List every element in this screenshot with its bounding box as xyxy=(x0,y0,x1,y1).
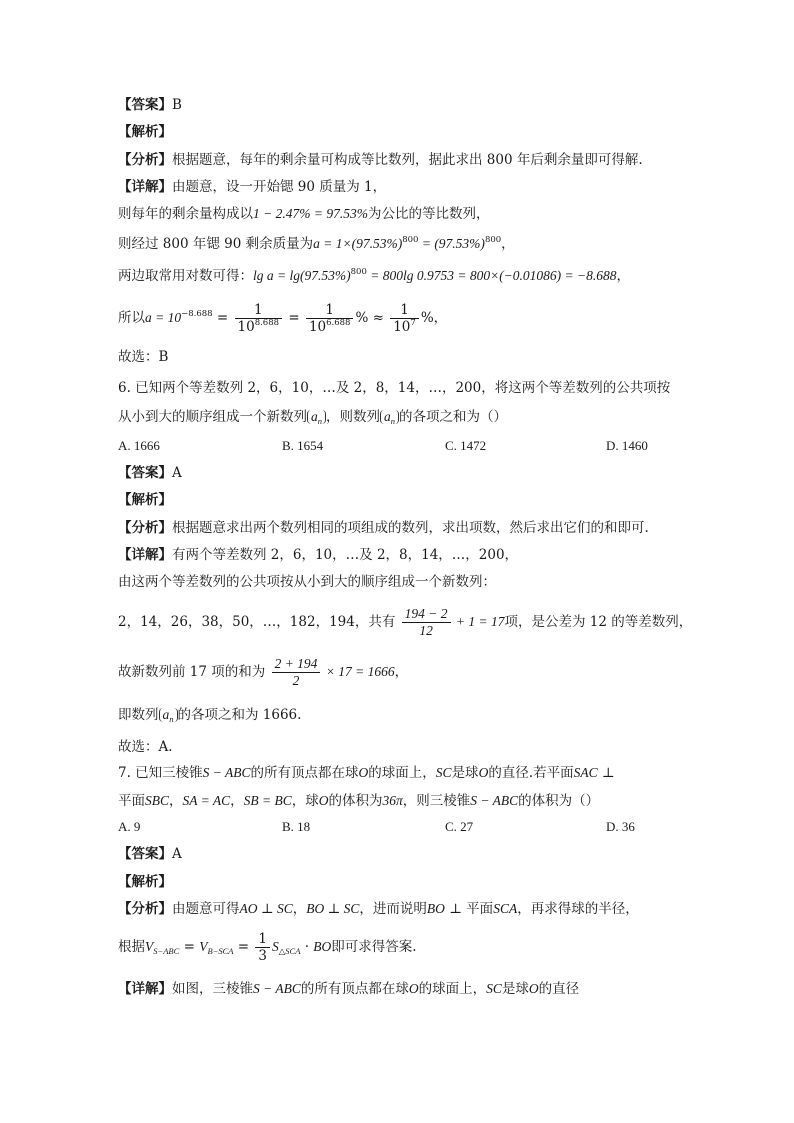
numerator: 2 + 194 xyxy=(274,656,318,671)
math: BO ⊥ SC xyxy=(306,901,360,916)
answer-value: A xyxy=(172,846,182,862)
denominator xyxy=(390,318,419,335)
q5-xiangjie-line xyxy=(118,177,386,197)
den-base: 10 xyxy=(308,319,327,335)
numerator: 1 xyxy=(325,302,334,318)
math: O xyxy=(318,793,329,808)
fenxi-label: 【分析】 xyxy=(118,901,172,917)
math-var: V xyxy=(199,939,208,954)
text: %， xyxy=(420,310,448,326)
math-var: a xyxy=(145,310,152,325)
fraction xyxy=(255,931,270,964)
q6-option-d: D. 1460 xyxy=(606,438,648,453)
text: 的各项之和为 1666. xyxy=(177,707,302,723)
text: 的球面上， xyxy=(368,765,436,781)
sequence-an xyxy=(159,708,178,722)
text: 的球面上， xyxy=(418,981,487,997)
fraction xyxy=(306,302,354,335)
exponent: 800 xyxy=(484,235,502,245)
math: O xyxy=(478,765,489,780)
den-base: 10 xyxy=(393,319,411,335)
xiangjie-label: 【详解】 xyxy=(118,547,172,563)
text: 为公比的等比数列， xyxy=(367,206,490,222)
math-var: V xyxy=(145,939,154,954)
q6-xiangjie-line xyxy=(118,545,518,565)
denominator: 12 xyxy=(402,622,451,639)
denominator xyxy=(306,318,354,335)
answer-label: 【答案】 xyxy=(118,846,172,862)
answer-value: A xyxy=(172,465,182,481)
q6-choice: 故选：A. xyxy=(118,739,173,755)
q7-stem-line1 xyxy=(118,763,615,783)
numerator: 1 xyxy=(253,302,263,318)
math: SC xyxy=(486,981,502,996)
fraction xyxy=(235,302,283,335)
text: ⊥ xyxy=(597,765,615,781)
text: 所以 xyxy=(118,310,145,326)
q6-stem-line2 xyxy=(118,407,507,427)
q5-log-line xyxy=(118,266,630,286)
math: = lg(97.53%) xyxy=(273,268,351,283)
math-var: a xyxy=(384,409,391,424)
subscript: n xyxy=(317,416,322,426)
math: S − ABC xyxy=(202,765,251,780)
text: 的体积为 xyxy=(328,793,383,809)
math: = xyxy=(233,939,254,955)
math: SCA xyxy=(493,901,518,916)
math: S − ABC xyxy=(470,793,519,808)
text: 即数列 xyxy=(118,707,159,723)
exponent: 7 xyxy=(410,318,416,328)
answer-value: B xyxy=(172,97,182,113)
text: ， xyxy=(616,268,631,284)
fraction xyxy=(402,606,451,639)
math-var: S xyxy=(272,939,279,954)
math: = 10 xyxy=(151,310,182,325)
math: · xyxy=(300,939,314,955)
text: ， xyxy=(501,236,515,252)
math: = xyxy=(212,310,233,326)
text: ， xyxy=(169,793,183,809)
text: 2，14，26，38，50，…，182，194，共有 xyxy=(118,614,396,630)
text: 从小到大的顺序组成一个新数列 xyxy=(118,409,307,425)
text: 则每年的剩余量构成以 xyxy=(118,206,253,222)
q6-stem-line1: 6. 已知两个等差数列 2，6，10，…及 2，8，14，…，200，将这两个等差数列的公共项按 xyxy=(118,380,671,396)
xiangjie-label: 【详解】 xyxy=(118,179,172,195)
text: 的直径.若平面 xyxy=(488,765,574,781)
q7-option-d: D. 36 xyxy=(606,819,635,834)
exponent: 6.688 xyxy=(326,318,351,328)
text: ，再求得球的半径， xyxy=(517,901,639,917)
text: 是球 xyxy=(501,981,529,997)
xiangjie-label: 【详解】 xyxy=(118,981,172,997)
math: BO xyxy=(426,901,445,916)
q6-analysis-label: 【解析】 xyxy=(118,492,172,508)
q5-choice: 故选：B xyxy=(118,349,169,365)
math: BO xyxy=(313,939,332,954)
math: 36π xyxy=(382,793,403,808)
math-var: a xyxy=(311,409,318,424)
math-var: a xyxy=(162,707,170,722)
numerator: 1 xyxy=(258,931,267,947)
subscript: n xyxy=(390,416,395,426)
q6-sum-line xyxy=(118,652,408,692)
text: 的体积为（） xyxy=(518,793,600,809)
q7-stem-line2 xyxy=(118,791,599,811)
q5-ratio-line xyxy=(118,204,489,224)
text: 如图，三棱锥 xyxy=(172,981,253,997)
fenxi-label: 【分析】 xyxy=(118,520,172,536)
xiangjie-text: 由题意，设一开始锶 90 质量为 1， xyxy=(172,179,387,195)
text: ，则数列 xyxy=(326,409,380,425)
text: 项，是公差为 12 的等差数列， xyxy=(504,614,693,630)
q6-conclusion-line xyxy=(118,705,301,725)
text: ⊥ 平面 xyxy=(444,901,494,917)
numerator: 1 xyxy=(400,302,409,318)
exponent: 800 xyxy=(350,267,367,277)
math: + 1 = 17 xyxy=(452,614,505,629)
text: 由题意可得 xyxy=(172,901,240,917)
q6-option-a: A. 1666 xyxy=(118,438,160,453)
math: = 1×(97.53%) xyxy=(319,236,403,251)
text: 即可求得答案. xyxy=(331,939,417,955)
math: O xyxy=(408,981,419,996)
q6-option-b: B. 1654 xyxy=(282,438,324,453)
fenxi-text: 根据题意，每年的剩余量可构成等比数列，据此求出 800 年后剩余量即可得解. xyxy=(172,152,643,168)
exponent: 800 xyxy=(402,235,419,245)
text: 的所有顶点都在球 xyxy=(250,765,359,781)
q5-analysis-label: 【解析】 xyxy=(118,124,172,140)
math: SB = BC xyxy=(243,793,292,808)
q5-answer-line xyxy=(118,95,182,115)
q6-fenxi-line xyxy=(118,518,649,538)
math: SC xyxy=(435,765,452,780)
text: 的直径 xyxy=(538,981,580,997)
math: 1 − 2.47% = 97.53% xyxy=(253,206,368,221)
subscript: △SCA xyxy=(278,946,301,956)
denominator xyxy=(235,318,283,335)
math: = xyxy=(288,310,304,326)
fenxi-text: 根据题意求出两个数列相同的项组成的数列，求出项数，然后求出它们的和即可. xyxy=(172,520,649,536)
math: lg xyxy=(253,268,267,283)
subscript: n xyxy=(169,714,174,724)
q6-option-c: C. 1472 xyxy=(445,438,487,453)
answer-label: 【答案】 xyxy=(118,97,172,113)
text: ， xyxy=(292,901,307,917)
text: ，进而说明 xyxy=(359,901,427,917)
q5-fenxi-line xyxy=(118,150,643,170)
text: 平面 xyxy=(118,793,145,809)
text: 7. 已知三棱锥 xyxy=(118,765,203,781)
math: = 800lg 0.9753 = 800×(−0.01086) = −8.688 xyxy=(366,268,617,283)
q5-result-line xyxy=(118,298,447,338)
math: SA = AC xyxy=(182,793,231,808)
math: AO ⊥ SC xyxy=(239,901,293,916)
text: 两边取常用对数可得： xyxy=(118,268,253,284)
q7-volume-formula-line xyxy=(118,926,417,968)
exponent: 8.688 xyxy=(254,318,280,328)
q7-option-b: B. 18 xyxy=(282,819,311,834)
exponent: −8.688 xyxy=(181,309,213,319)
math: O xyxy=(528,981,539,996)
text: ，球 xyxy=(291,793,319,809)
text: ，则三棱锥 xyxy=(402,793,471,809)
math-var: a xyxy=(266,268,274,283)
q7-option-c: C. 27 xyxy=(445,819,474,834)
numerator: 194 − 2 xyxy=(404,606,448,621)
q6-new-seq-line: 由这两个等差数列的公共项按从小到大的顺序组成一个新数列： xyxy=(118,574,496,590)
sequence-an xyxy=(380,410,399,424)
den-base: 10 xyxy=(237,319,255,335)
denominator: 2 xyxy=(272,672,321,689)
math: SAC xyxy=(573,765,598,780)
fenxi-label: 【分析】 xyxy=(118,152,172,168)
math-var: a xyxy=(313,236,320,251)
text: 故新数列前 17 项的和为 xyxy=(118,664,266,680)
q7-answer-line xyxy=(118,844,182,864)
q7-fenxi-line xyxy=(118,899,639,919)
answer-label: 【答案】 xyxy=(118,465,172,481)
math: O xyxy=(358,765,369,780)
q7-option-a: A. 9 xyxy=(118,819,141,834)
denominator: 3 xyxy=(255,947,270,964)
text: ， xyxy=(394,664,409,680)
math: ≈ xyxy=(368,310,389,326)
sequence-an xyxy=(307,410,326,424)
text: 的所有顶点都在球 xyxy=(300,981,409,997)
text: 的各项之和为（） xyxy=(399,409,507,425)
subscript: S−ABC xyxy=(153,946,180,956)
math: = xyxy=(179,939,200,955)
text: 根据 xyxy=(118,939,145,955)
xiangjie-text: 有两个等差数列 2，6，10，…及 2，8，14，…，200， xyxy=(172,547,519,563)
math: × 17 = 1666 xyxy=(322,664,395,679)
math: S − ABC xyxy=(253,981,301,996)
text: ， xyxy=(230,793,244,809)
fraction xyxy=(390,302,419,335)
q6-answer-line xyxy=(118,463,182,483)
q6-terms-line xyxy=(118,602,692,642)
subscript: B−SCA xyxy=(207,946,234,956)
math: SBC xyxy=(145,793,170,808)
fraction xyxy=(272,656,321,689)
q7-analysis-label: 【解析】 xyxy=(118,874,172,890)
text: 是球 xyxy=(451,765,479,781)
q5-remaining-line xyxy=(118,234,515,254)
q7-xiangjie-line xyxy=(118,979,579,999)
text: 则经过 800 年锶 90 剩余质量为 xyxy=(118,236,314,252)
math: = (97.53%) xyxy=(418,236,485,251)
percent: % xyxy=(355,310,369,326)
